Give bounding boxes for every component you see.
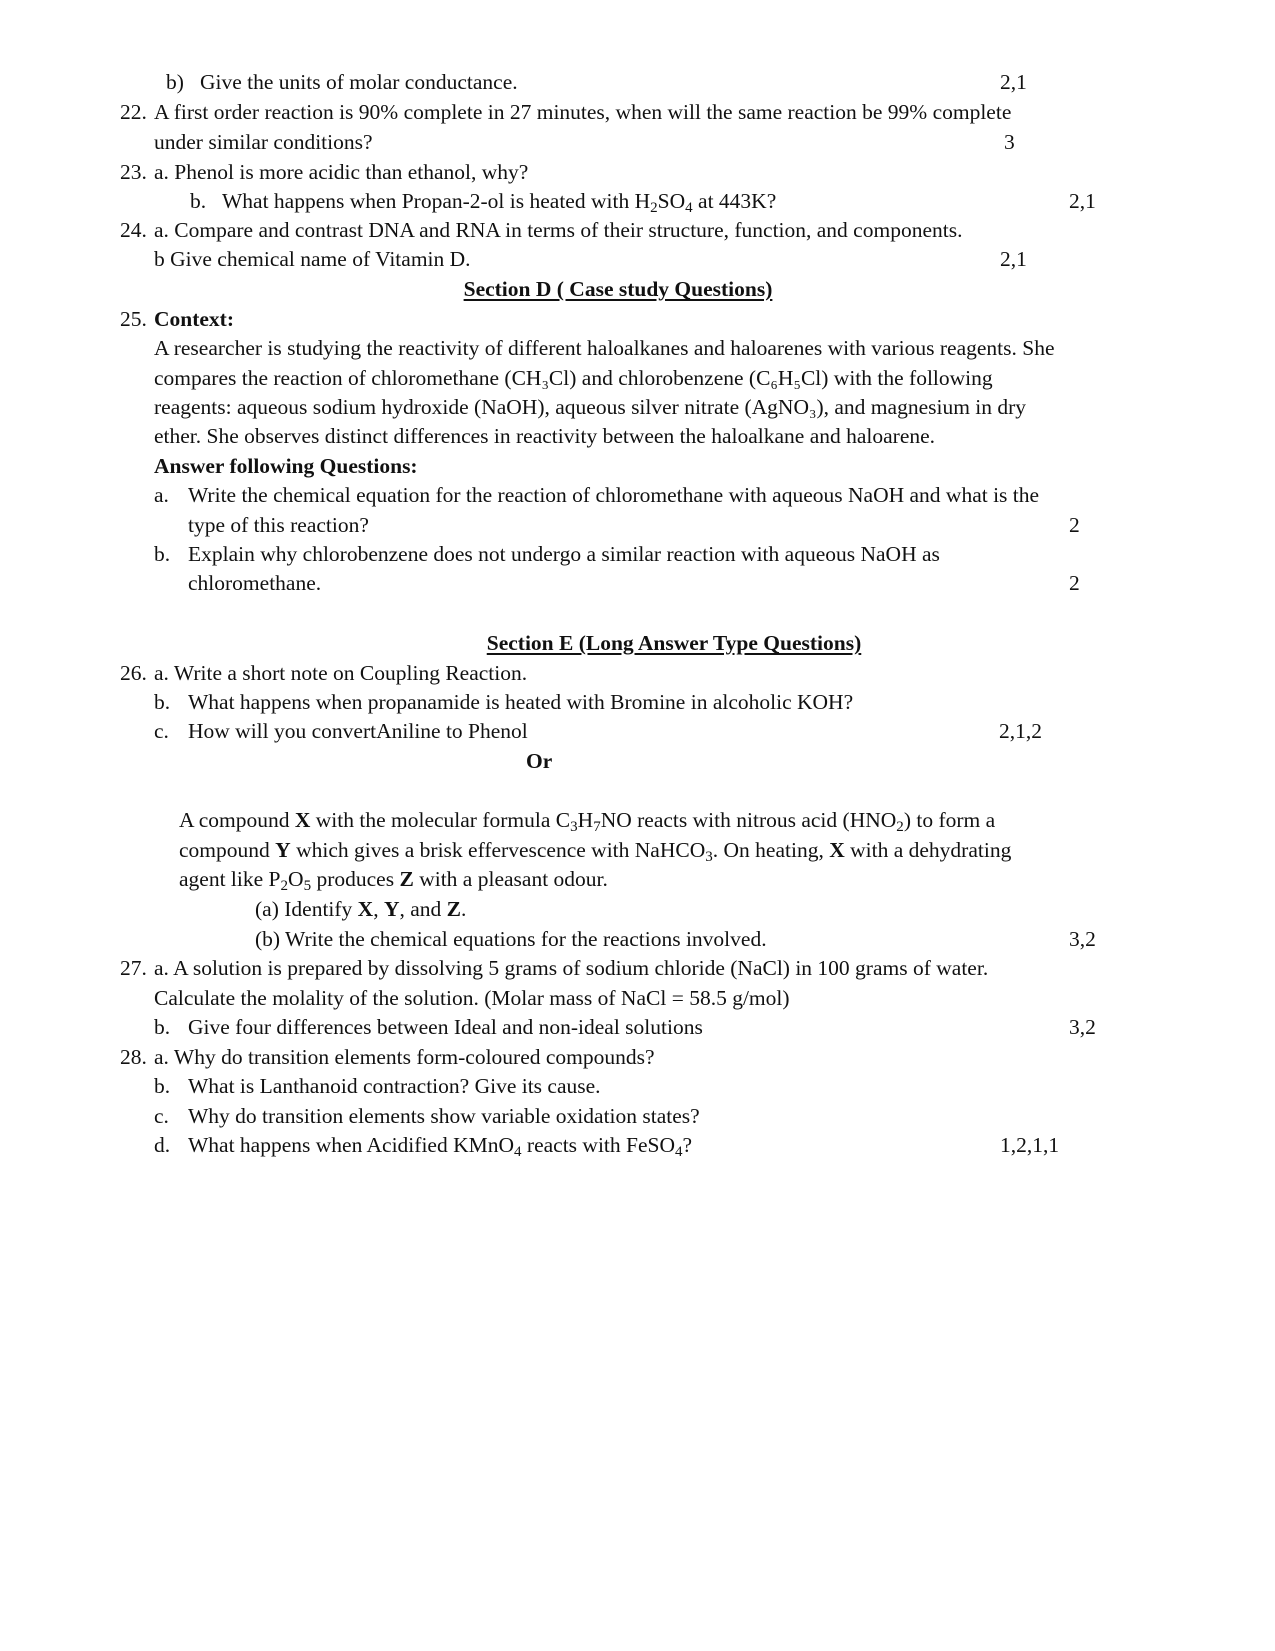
q26-alt-line1: A compound X with the molecular formula $C_3H_7NO$ reacts with nitrous acid $(HNO_2)$ to form a <box>179 808 996 835</box>
q25-a-marks: 2 <box>1069 513 1080 537</box>
q22-number: 22. <box>120 100 147 124</box>
q25-number: 25. <box>120 307 147 331</box>
q26-alt-line3: agent like $P_2O_5$ produces Z with a pleasant odour. <box>179 867 608 894</box>
q23-marks: 2,1 <box>1069 189 1096 213</box>
q25-b-line2: chloromethane. <box>188 571 322 595</box>
q22-line2: under similar conditions? <box>154 130 373 154</box>
q28-d-label: d. <box>154 1133 171 1157</box>
q26-alt-part-a: (a) Identify X, Y, and Z. <box>255 897 467 921</box>
q24-part-a: a. Compare and contrast DNA and RNA in terms of their structure, function, and components. <box>154 218 963 242</box>
q27-b-label: b. <box>154 1015 171 1039</box>
q26-part-c: How will you convertAniline to Phenol <box>188 719 528 743</box>
q28-part-b: What is Lanthanoid contraction? Give its cause. <box>188 1074 601 1098</box>
q26-b-label: b. <box>154 690 171 714</box>
q28-part-a: a. Why do transition elements form-coloured compounds? <box>154 1045 655 1069</box>
q28-part-d: What happens when Acidified KMnO$_4$ reacts with FeSO$_4$? <box>188 1133 693 1160</box>
q28-number: 28. <box>120 1045 147 1069</box>
q26-part-a: a. Write a short note on Coupling Reaction. <box>154 661 528 685</box>
section-d-heading: Section D ( Case study Questions) <box>463 277 773 301</box>
q26-marks: 2,1,2 <box>999 719 1042 743</box>
q25-a-line2: type of this reaction? <box>188 513 369 537</box>
q24-number: 24. <box>120 218 147 242</box>
q25-paragraph-line3: reagents: aqueous sodium hydroxide (NaOH), aqueous silver nitrate (AgNO₃), and magnesium in dry <box>154 395 1027 419</box>
q23-b-label: b. <box>190 189 207 213</box>
q22-marks: 3 <box>1004 130 1015 154</box>
q25-paragraph-line4: ether. She observes distinct differences in reactivity between the haloalkane and haloarene. <box>154 424 936 448</box>
q26-alt-part-b: (b) Write the chemical equations for the reactions involved. <box>255 927 767 951</box>
q26-or-separator: Or <box>526 749 553 773</box>
q23-number: 23. <box>120 160 147 184</box>
q26-number: 26. <box>120 661 147 685</box>
q21b-text: Give the units of molar conductance. <box>200 70 518 94</box>
q21b-label: b) <box>166 70 184 94</box>
q25-paragraph-line1: A researcher is studying the reactivity of different haloalkanes and haloarenes with various reagents. She <box>154 336 1055 360</box>
q25-a-label: a. <box>154 483 169 507</box>
q23-part-b: What happens when Propan-2-ol is heated with $H_2SO_4$ at 443K? <box>222 189 777 216</box>
section-e-heading: Section E (Long Answer Type Questions) <box>486 631 862 655</box>
q25-context-label: Context: <box>154 307 235 331</box>
q25-b-marks: 2 <box>1069 571 1080 595</box>
q27-part-b: Give four differences between Ideal and non-ideal solutions <box>188 1015 703 1039</box>
q21b-marks: 2,1 <box>1000 70 1027 94</box>
q27-marks: 3,2 <box>1069 1015 1096 1039</box>
q25-a-line1: Write the chemical equation for the reaction of chloromethane with aqueous NaOH and what is the <box>188 483 1040 507</box>
q28-part-c: Why do transition elements show variable oxidation states? <box>188 1104 700 1128</box>
q26-part-b: What happens when propanamide is heated with Bromine in alcoholic KOH? <box>188 690 854 714</box>
q25-b-label: b. <box>154 542 171 566</box>
q27-number: 27. <box>120 956 147 980</box>
q25-answer-heading: Answer following Questions: <box>154 454 418 478</box>
q23-part-a: a. Phenol is more acidic than ethanol, why? <box>154 160 529 184</box>
q28-b-label: b. <box>154 1074 171 1098</box>
q26-c-label: c. <box>154 719 169 743</box>
q24-part-b: b Give chemical name of Vitamin D. <box>154 247 471 271</box>
q26-alt-marks: 3,2 <box>1069 927 1096 951</box>
q24-marks: 2,1 <box>1000 247 1027 271</box>
q28-c-label: c. <box>154 1104 169 1128</box>
q22-line1: A first order reaction is 90% complete in 27 minutes, when will the same reaction be 99% complete <box>154 100 1012 124</box>
q27-a-line1: a. A solution is prepared by dissolving 5 grams of sodium chloride (NaCl) in 100 grams of water. <box>154 956 989 980</box>
q26-alt-line2: compound Y which gives a brisk effervescence with NaHCO$_3$. On heating, X with a dehydrating <box>179 838 1012 865</box>
q28-marks: 1,2,1,1 <box>1000 1133 1060 1157</box>
q27-a-line2: Calculate the molality of the solution. (Molar mass of NaCl = 58.5 g/mol) <box>154 986 790 1010</box>
q25-b-line1: Explain why chlorobenzene does not undergo a similar reaction with aqueous NaOH as <box>188 542 940 566</box>
q25-paragraph-line2: compares the reaction of chloromethane (CH₃Cl) and chlorobenzene (C₆H₅Cl) with the following <box>154 366 993 390</box>
